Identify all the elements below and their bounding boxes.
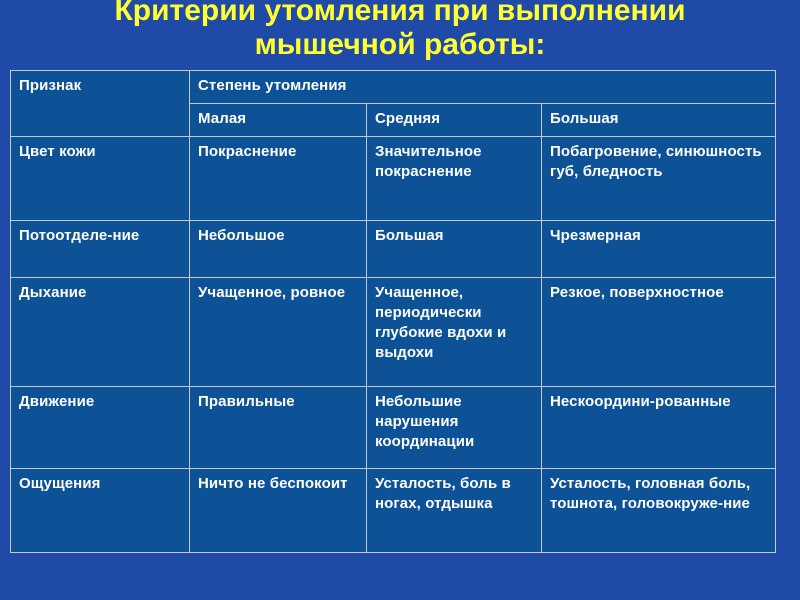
- cell-medium: Усталость, боль в ногах, отдышка: [367, 469, 542, 553]
- slide-title-line-2: мышечной работы:: [254, 28, 546, 61]
- cell-large: Чрезмерная: [542, 221, 776, 278]
- cell-medium: Учащенное, периодически глубокие вдохи и выдохи: [367, 278, 542, 387]
- row-sign: Цвет кожи: [11, 137, 190, 221]
- slide-title: [0, 0, 800, 62]
- cell-large: Резкое, поверхностное: [542, 278, 776, 387]
- table-row: [11, 278, 776, 387]
- cell-small: Покраснение: [190, 137, 367, 221]
- cell-medium: Большая: [367, 221, 542, 278]
- header-level-small: Малая: [190, 104, 367, 137]
- header-degree: Степень утомления: [190, 71, 776, 104]
- cell-small: Небольшое: [190, 221, 367, 278]
- cell-medium: Значительное покраснение: [367, 137, 542, 221]
- cell-medium: Небольшие нарушения координации: [367, 387, 542, 469]
- row-sign: Ощущения: [11, 469, 190, 553]
- table-row: [11, 387, 776, 469]
- cell-large: Усталость, головная боль, тошнота, головокруже-ние: [542, 469, 776, 553]
- cell-small: Учащенное, ровное: [190, 278, 367, 387]
- row-sign: Потоотделе-ние: [11, 221, 190, 278]
- table-row: [11, 137, 776, 221]
- header-sign: Признак: [11, 71, 190, 137]
- header-level-medium: Средняя: [367, 104, 542, 137]
- table-row: [11, 469, 776, 553]
- fatigue-criteria-table: [10, 70, 776, 553]
- table-row: [11, 221, 776, 278]
- cell-small: Правильные: [190, 387, 367, 469]
- row-sign: Дыхание: [11, 278, 190, 387]
- cell-large: Нескоордини-рованные: [542, 387, 776, 469]
- cell-large: Побагровение, синюшность губ, бледность: [542, 137, 776, 221]
- row-sign: Движение: [11, 387, 190, 469]
- slide-title-line-1: Критерии утомления при выполнении: [114, 0, 686, 27]
- table-header-row: [11, 71, 776, 104]
- header-level-large: Большая: [542, 104, 776, 137]
- cell-small: Ничто не беспокоит: [190, 469, 367, 553]
